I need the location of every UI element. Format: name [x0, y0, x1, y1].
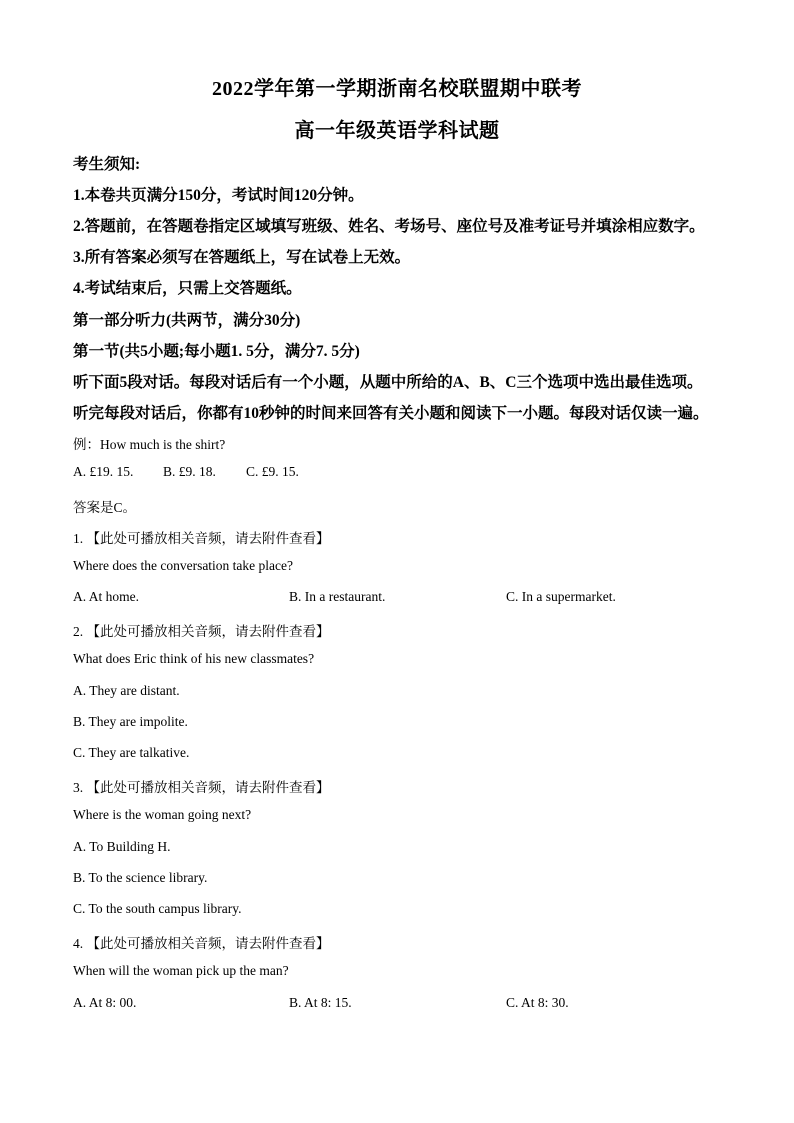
q2-option-b: B. They are impolite.: [73, 714, 188, 729]
q4-question: When will the woman pick up the man?: [73, 963, 289, 978]
q1-audio-note: 1. 【此处可播放相关音频，请去附件查看】: [73, 531, 330, 546]
q3-audio-note: 3. 【此处可播放相关音频，请去附件查看】: [73, 780, 330, 795]
example-option-c: C. £9. 15.: [246, 464, 299, 479]
q2-option-a: A. They are distant.: [73, 683, 180, 698]
q4-option-a: A. At 8: 00.: [73, 995, 137, 1010]
part1-heading: 第一部分听力(共两节，满分30分): [73, 312, 301, 329]
q2-audio-note: 2. 【此处可播放相关音频，请去附件查看】: [73, 624, 330, 639]
q4-audio-note: 4. 【此处可播放相关音频，请去附件查看】: [73, 936, 330, 951]
q4-option-c: C. At 8: 30.: [506, 995, 569, 1010]
section1-heading: 第一节(共5小题;每小题1. 5分，满分7. 5分): [73, 343, 360, 360]
q1-option-a: A. At home.: [73, 589, 139, 604]
example-question: 例：How much is the shirt?: [73, 437, 226, 452]
notice-item-3: 3.所有答案必须写在答题纸上，写在试卷上无效。: [73, 249, 411, 266]
notice-heading: 考生须知:: [73, 156, 141, 173]
instruction-line-1: 听下面5段对话。每段对话后有一个小题，从题中所给的A、B、C三个选项中选出最佳选项。: [73, 374, 703, 391]
q2-option-c: C. They are talkative.: [73, 745, 190, 760]
exam-subtitle: 高一年级英语学科试题: [294, 120, 500, 142]
q1-option-c: C. In a supermarket.: [506, 589, 616, 604]
instruction-line-2: 听完每段对话后，你都有10秒钟的时间来回答有关小题和阅读下一小题。每段对话仅读一遍。: [73, 405, 709, 422]
notice-item-4: 4.考试结束后，只需上交答题纸。: [73, 280, 302, 297]
exam-title: 2022学年第一学期浙南名校联盟期中联考: [212, 78, 582, 100]
q3-option-c: C. To the south campus library.: [73, 901, 242, 916]
q1-option-b: B. In a restaurant.: [289, 589, 386, 604]
q4-option-b: B. At 8: 15.: [289, 995, 352, 1010]
q2-question: What does Eric think of his new classmates?: [73, 651, 315, 666]
q1-question: Where does the conversation take place?: [73, 558, 294, 573]
notice-item-1: 1.本卷共页满分150分，考试时间120分钟。: [73, 187, 364, 204]
example-option-b: B. £9. 18.: [163, 464, 216, 479]
example-answer: 答案是C。: [73, 500, 137, 515]
q3-option-b: B. To the science library.: [73, 870, 208, 885]
q3-option-a: A. To Building H.: [73, 839, 171, 854]
example-option-a: A. £19. 15.: [73, 464, 134, 479]
q3-question: Where is the woman going next?: [73, 807, 252, 822]
notice-item-2: 2.答题前，在答题卷指定区域填写班级、姓名、考场号、座位号及准考证号并填涂相应数字。: [73, 218, 705, 235]
